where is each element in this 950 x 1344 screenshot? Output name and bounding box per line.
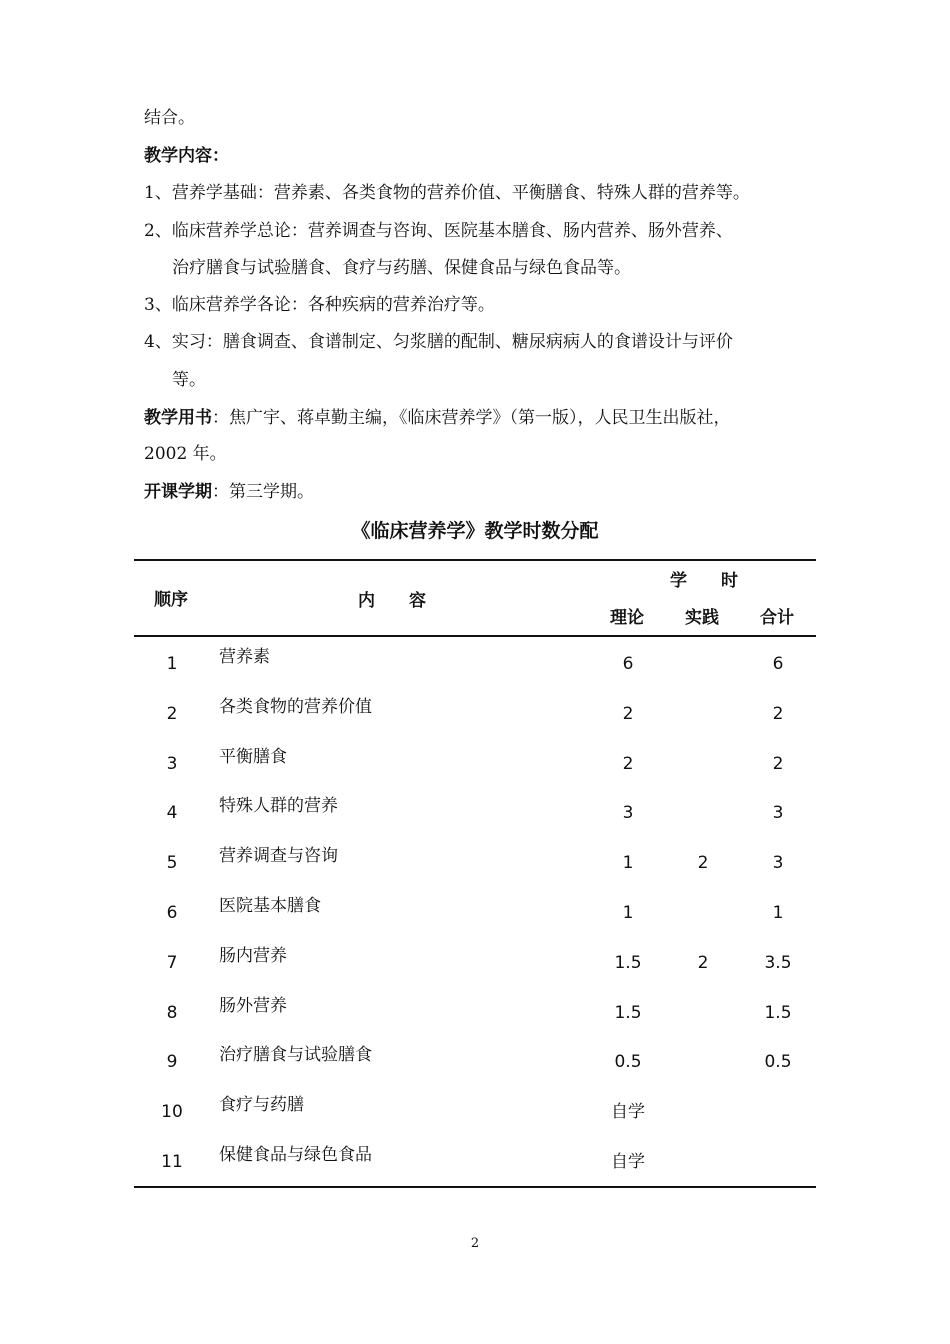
content-item-3: 3、临床营养学各论：各种疾病的营养治疗等。 — [144, 295, 495, 315]
content-item-1: 1、营养学基础：营养素、各类食物的营养价值、平衡膳食、特殊人群的营养等。 — [144, 183, 750, 203]
row-theory: 1.5 — [614, 952, 642, 973]
table-top-rule — [134, 559, 816, 561]
table-row — [134, 738, 816, 788]
row-content: 营养调查与咨询 — [219, 846, 338, 867]
row-number: 2 — [166, 703, 178, 724]
table-row — [134, 1036, 816, 1086]
teaching-content-heading: 教学内容： — [144, 146, 229, 166]
table-row — [134, 1136, 816, 1186]
header-hours: 学 时 — [670, 571, 738, 591]
textbook-label: 教学用书 — [144, 408, 212, 428]
header-content: 内 容 — [358, 591, 426, 611]
term-line — [144, 481, 314, 503]
row-number: 7 — [166, 952, 178, 973]
row-content: 平衡膳食 — [219, 746, 287, 767]
term-text: ：第三学期。 — [212, 482, 314, 502]
row-number: 10 — [161, 1102, 183, 1123]
content-item-2: 2、临床营养学总论：营养调查与咨询、医院基本膳食、肠内营养、肠外营养、 — [144, 221, 733, 241]
row-number: 6 — [166, 902, 178, 923]
table-title: 《临床营养学》教学时数分配 — [351, 520, 599, 542]
row-total: 1.5 — [764, 1002, 792, 1023]
textbook-line — [144, 407, 731, 429]
header-order: 顺序 — [154, 590, 188, 610]
row-total: 2 — [772, 703, 784, 724]
row-number: 4 — [166, 803, 178, 824]
row-number: 5 — [166, 853, 178, 874]
row-theory: 1 — [622, 902, 634, 923]
table-row — [134, 887, 816, 937]
row-total: 1 — [772, 902, 784, 923]
row-content: 营养素 — [219, 647, 270, 667]
row-theory: 3 — [622, 803, 634, 824]
row-number: 8 — [166, 1002, 178, 1023]
row-theory: 6 — [622, 654, 634, 674]
row-theory: 自学 — [611, 1151, 645, 1172]
row-number: 11 — [161, 1151, 183, 1172]
row-content: 食疗与药膳 — [219, 1095, 304, 1116]
table-row — [134, 987, 816, 1037]
row-theory: 2 — [622, 753, 634, 774]
page-number: 2 — [470, 1236, 480, 1251]
row-theory: 1.5 — [614, 1002, 642, 1023]
table-row — [134, 638, 816, 688]
row-theory: 自学 — [611, 1102, 645, 1123]
content-item-2-continued: 治疗膳食与试验膳食、食疗与药膳、保健食品与绿色食品等。 — [172, 258, 631, 278]
row-total: 3.5 — [764, 952, 792, 973]
row-total: 3 — [772, 853, 784, 874]
row-practice: 2 — [697, 952, 709, 973]
textbook-year: 2002 年。 — [144, 444, 227, 464]
row-content: 各类食物的营养价值 — [219, 696, 372, 717]
header-practice: 实践 — [685, 608, 719, 628]
row-theory: 1 — [622, 853, 634, 874]
table-row — [134, 937, 816, 987]
table-header-rule — [134, 635, 816, 637]
row-theory: 0.5 — [614, 1052, 642, 1073]
header-theory: 理论 — [610, 608, 644, 628]
row-total: 2 — [772, 753, 784, 774]
table-row — [134, 787, 816, 837]
row-content: 保健食品与绿色食品 — [219, 1144, 372, 1165]
row-content: 治疗膳食与试验膳食 — [219, 1045, 372, 1066]
table-body — [134, 638, 816, 1186]
row-practice: 2 — [697, 853, 709, 874]
content-item-4-continued: 等。 — [172, 370, 206, 390]
text-line-ending: 结合。 — [144, 108, 195, 128]
row-total: 0.5 — [764, 1052, 792, 1073]
row-number: 9 — [166, 1052, 178, 1073]
row-number: 3 — [166, 753, 178, 774]
row-total: 6 — [772, 654, 784, 674]
table-bottom-rule — [134, 1186, 816, 1188]
row-content: 肠内营养 — [219, 945, 287, 966]
textbook-text: ：焦广宇、蒋卓勤主编，《临床营养学》（第一版），人民卫生出版社， — [212, 408, 731, 428]
content-item-4: 4、实习：膳食调查、食谱制定、匀浆膳的配制、糖尿病病人的食谱设计与评价 — [144, 332, 733, 352]
table-row — [134, 1086, 816, 1136]
header-total: 合计 — [760, 608, 794, 628]
row-number: 1 — [166, 654, 178, 674]
row-content: 医院基本膳食 — [219, 895, 321, 916]
table-row — [134, 688, 816, 738]
row-theory: 2 — [622, 703, 634, 724]
term-label: 开课学期 — [144, 482, 212, 502]
table-row — [134, 837, 816, 887]
row-content: 特殊人群的营养 — [219, 796, 338, 817]
row-total: 3 — [772, 803, 784, 824]
row-content: 肠外营养 — [219, 995, 287, 1016]
